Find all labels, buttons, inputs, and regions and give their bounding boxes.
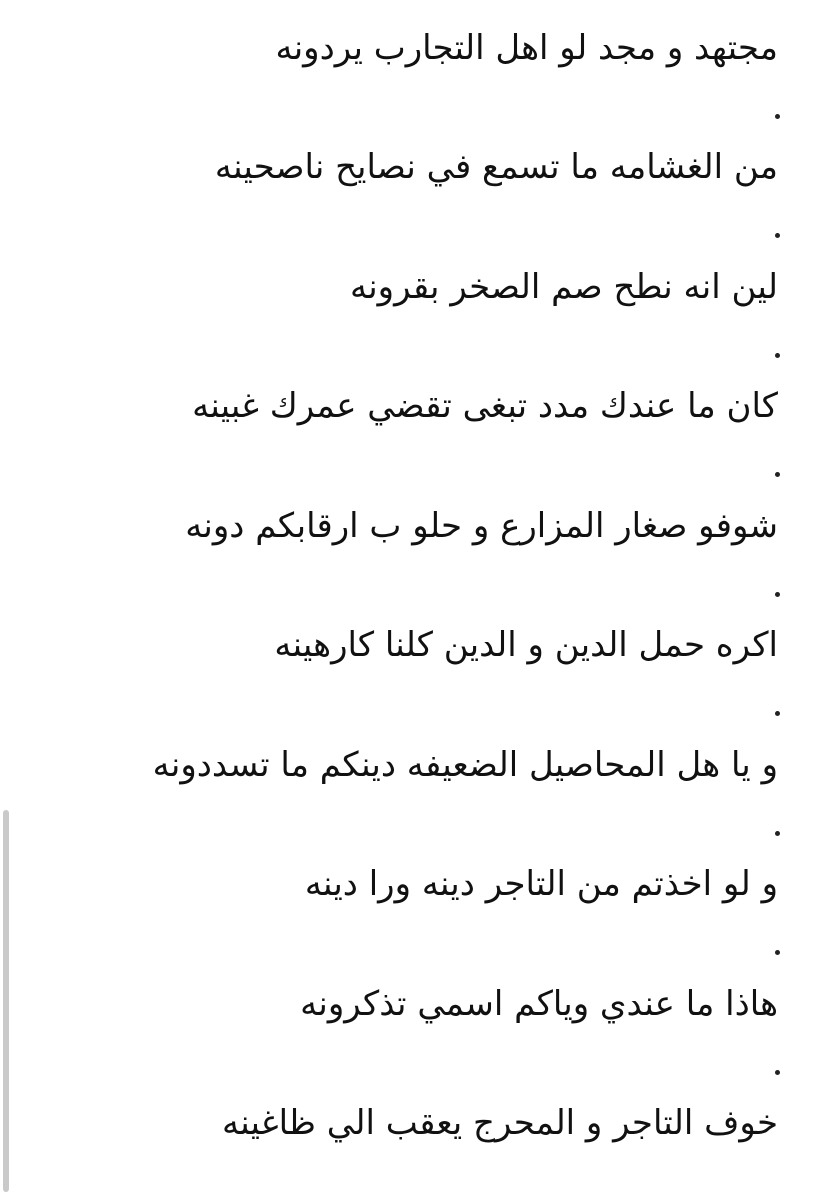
- verse-line-4: كان ما عندك مدد تبغى تقضي عمرك غبينه: [192, 386, 778, 426]
- verse-line-1: مجتهد و مجد لو اهل التجارب يردونه: [275, 28, 778, 68]
- vertical-scrollbar[interactable]: [3, 810, 9, 1192]
- verse-separator-dot: [775, 472, 780, 477]
- verse-separator-dot: [775, 353, 780, 358]
- verse-line-8: و لو اخذتم من التاجر دينه ورا دينه: [304, 864, 778, 904]
- verse-separator-dot: [775, 114, 780, 119]
- verse-line-6: اكره حمل الدين و الدين كلنا كارهينه: [274, 625, 778, 665]
- verse-separator-dot: [775, 831, 780, 836]
- verse-separator-dot: [775, 711, 780, 716]
- verse-separator-dot: [775, 950, 780, 955]
- verse-line-10: خوف التاجر و المحرج يعقب الي ظاغينه: [222, 1103, 778, 1143]
- verse-separator-dot: [775, 1070, 780, 1075]
- verse-line-7: و يا هل المحاصيل الضعيفه دينكم ما تسددونه: [152, 745, 778, 785]
- verse-line-2: من الغشامه ما تسمع في نصايح ناصحينه: [214, 147, 778, 187]
- verse-line-3: لين انه نطح صم الصخر بقرونه: [349, 267, 778, 307]
- verse-separator-dot: [775, 233, 780, 238]
- verse-line-5: شوفو صغار المزارع و حلو ب ارقابكم دونه: [185, 506, 778, 546]
- verse-line-9: هاذا ما عندي وياكم اسمي تذكرونه: [300, 984, 778, 1024]
- verse-separator-dot: [775, 592, 780, 597]
